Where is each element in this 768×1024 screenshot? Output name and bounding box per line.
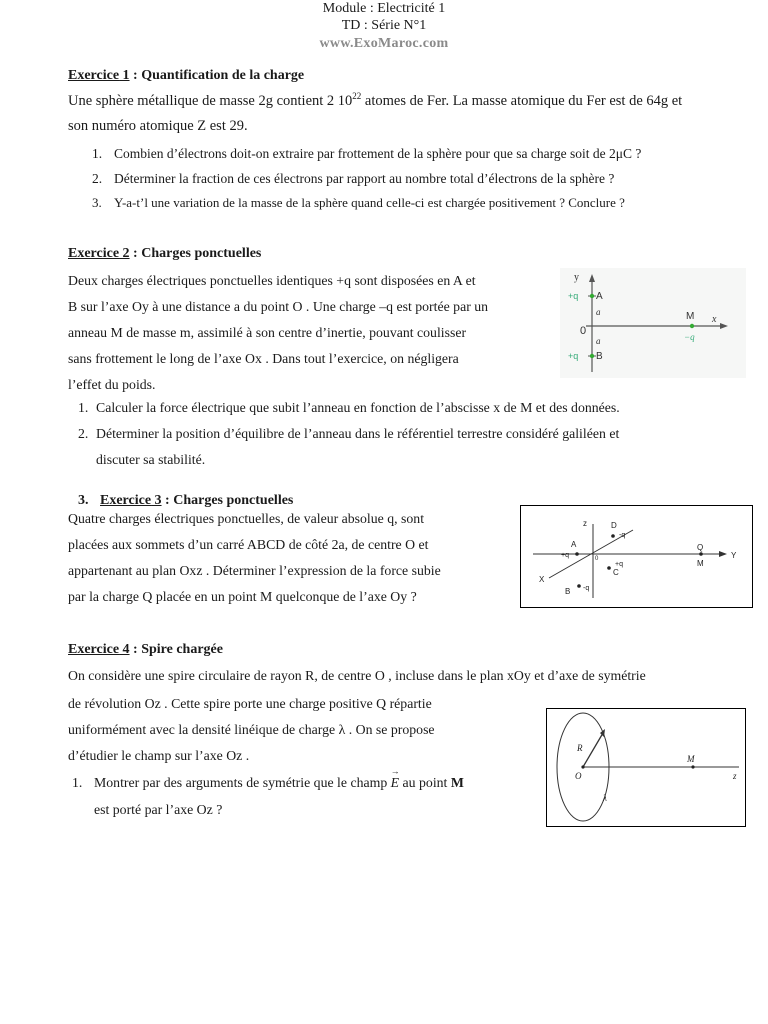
ex3-line-2: placées aux sommets d’un carré ABCD de côté 2a, de centre O et (68, 537, 429, 552)
ex4-line-2: de révolution Oz . Cette spire porte une charge positive Q répartie (68, 696, 432, 711)
ex3-line-1: Quatre charges électriques ponctuelles, de valeur absolue q, sont (68, 511, 425, 526)
ex2-label-x: x (712, 314, 717, 325)
ex1-exponent: 22 (352, 91, 362, 102)
ex3-number: 3. (78, 493, 89, 508)
ex3-label-a-charge: +q (561, 552, 569, 559)
module-title: Module : Electricité 1 (322, 1, 446, 16)
ex4-line-4: d’étudier le champ sur l’axe Oz . (68, 748, 250, 763)
ex2-line-2: B sur l’axe Oy à une distance a du point O . Une charge –q est portée par un (68, 299, 489, 314)
ex2-label-dist-b: a (596, 336, 601, 346)
ex4-question-1 (72, 766, 542, 791)
ex3-label-y: Y (731, 551, 737, 560)
ex2-q1-text: Calculer la force électrique que subit l’anneau en fonction de l’abscisse x de M et des données. (96, 400, 620, 415)
ex1-text-b: atomes de Fer. La masse atomique du Fer est de 64g et (361, 93, 683, 109)
ex3-figure (520, 505, 753, 608)
ex4-title-num: 4 (119, 642, 130, 657)
ex3-label-m: M (697, 559, 704, 568)
ex1-question-3 (92, 195, 625, 211)
ex3-label-x: X (539, 575, 545, 584)
ex2-title-rest: : Charges ponctuelles (129, 246, 262, 261)
ex1-title-num: 1 (119, 68, 130, 83)
ex1-q1-number: 1. (92, 146, 103, 161)
ex3-point-c (607, 566, 611, 570)
ex4-vector-e (390, 766, 400, 790)
ex2-question-2-cont: discuter sa stabilité. (96, 452, 206, 467)
ex2-statement (68, 268, 538, 398)
ex3-point-a (575, 552, 579, 556)
site-watermark: www.ExoMaroc.com (319, 36, 449, 51)
ex2-q2-number: 2. (78, 426, 89, 441)
ex2-label-plus-q-b: +q (568, 351, 579, 361)
ex4-q1-number: 1. (72, 775, 83, 790)
ex3-label-b-charge: -q (583, 585, 590, 592)
ex3-line-4: par la charge Q placée en un point M quelconque de l’axe Oy ? (68, 589, 417, 604)
ex4-label-r: R (577, 743, 583, 753)
ex2-label-dist-a: a (596, 307, 601, 317)
ex1-title-prefix: Exercice (68, 68, 120, 83)
ex4-title-prefix: Exercice (68, 642, 120, 657)
ex3-y-arrow (719, 551, 727, 557)
ex2-label-o: 0 (580, 325, 587, 337)
ex1-q3-text: Y-a-t’l une variation de la masse de la sphère quand celle-ci est chargée positivement ? Conclure ? (114, 195, 625, 210)
ex3-title-num: 3 (151, 493, 162, 508)
ex4-figure-svg (547, 709, 745, 826)
ex3-point-m (699, 552, 703, 556)
ex2-figure (560, 268, 746, 378)
ex3-title-rest: : Charges ponctuelles (161, 493, 294, 508)
ex4-label-o: O (575, 771, 582, 781)
ex2-line-3: anneau M de masse m, assimilé à son centre d’inertie, pouvant coulisser (68, 325, 467, 340)
ex3-label-d-charge: -q (619, 532, 626, 539)
ex1-statement-line2: son numéro atomique Z est 29. (68, 118, 248, 134)
ex2-label-minus-q: −q (684, 332, 695, 342)
ex2-label-a: A (596, 291, 603, 302)
ex2-q2-text: Déterminer la position d’équilibre de l’anneau dans le référentiel terrestre considéré galiléen et (96, 426, 620, 441)
ex4-label-z: z (733, 771, 737, 781)
ex4-title-rest: : Spire chargée (129, 642, 223, 657)
ex4-vector-e-letter: E (390, 775, 400, 790)
ex3-label-c-charge: +q (615, 561, 623, 568)
ex3-figure-svg (521, 506, 752, 607)
ex4-question-1-cont: est porté par l’axe Oz ? (94, 802, 223, 817)
ex1-q2-number: 2. (92, 171, 103, 186)
ex2-question-1 (78, 400, 728, 416)
ex2-title-prefix: Exercice (68, 246, 120, 261)
ex2-line-5: l’effet du poids. (68, 377, 156, 392)
ex2-label-m: M (686, 311, 695, 322)
ex3-statement (68, 506, 508, 610)
ex1-statement-line1 (68, 88, 728, 114)
ex3-label-c: C (613, 568, 619, 577)
ex4-statement (68, 691, 538, 769)
ex4-point-o (581, 765, 584, 768)
ex1-question-1 (92, 146, 641, 162)
ex3-label-b: B (565, 587, 571, 596)
ex2-label-plus-q-a: +q (568, 291, 579, 301)
ex3-label-a: A (571, 540, 577, 549)
ex4-figure (546, 708, 746, 827)
ex2-charge-b (590, 354, 594, 358)
ex4-point-m (691, 765, 694, 768)
ex1-q2-text: Déterminer la fraction de ces électrons par rapport au nombre total d’électrons de la sphère ? (114, 171, 615, 186)
ex1-q1-text: Combien d’électrons doit-on extraire par frottement de la sphère pour que sa charge soit de 2μC ? (114, 146, 642, 161)
ex4-title (68, 642, 223, 658)
ex4-q1-text-b: au point (399, 775, 451, 790)
ex4-label-m: M (687, 754, 695, 764)
ex3-label-z: z (583, 519, 587, 528)
ex3-title-prefix: Exercice (100, 493, 152, 508)
ex3-line-3: appartenant au plan Oxz . Déterminer l’expression de la force subie (68, 563, 441, 578)
ex2-x-arrow (720, 323, 728, 329)
ex3-label-q: Q (697, 543, 704, 552)
ex4-q1-text-a: Montrer par des arguments de symétrie que le champ (94, 775, 391, 790)
ex4-radius (583, 733, 603, 767)
ex3-label-o: 0 (595, 556, 599, 562)
ex2-line-1: Deux charges électriques ponctuelles identiques +q sont disposées en A et (68, 273, 476, 288)
ex2-charge-m (690, 324, 694, 328)
ex2-y-arrow (589, 274, 595, 282)
ex1-question-2 (92, 171, 614, 187)
ex4-label-lambda: λ (603, 793, 607, 803)
ex1-title-rest: : Quantification de la charge (129, 68, 305, 83)
ex2-question-2 (78, 426, 728, 442)
ex1-title (68, 68, 304, 84)
ex2-charge-a (590, 294, 594, 298)
ex3-point-d (611, 534, 615, 538)
ex2-line-4: sans frottement le long de l’axe Ox . Dans tout l’exercice, on négligera (68, 351, 459, 366)
ex4-q1-point-m: M (450, 775, 464, 790)
td-title: TD : Série N°1 (341, 18, 427, 33)
ex3-point-b (577, 584, 581, 588)
ex1-text-a: Une sphère métallique de masse 2g contient 2 10 (68, 93, 353, 109)
ex4-line-1: On considère une spire circulaire de rayon R, de centre O , incluse dans le plan xOy et d’axe de symétrie (68, 668, 646, 683)
ex2-label-b: B (596, 351, 603, 362)
ex4-vector-arrow-icon: → (390, 766, 400, 776)
ex2-q1-number: 1. (78, 400, 89, 415)
ex3-label-d: D (611, 521, 617, 530)
ex4-line-3: uniformément avec la densité linéique de charge λ . On se propose (68, 722, 435, 737)
ex2-title (68, 246, 261, 262)
ex1-q3-number: 3. (92, 195, 102, 210)
ex2-title-num: 2 (119, 246, 130, 261)
ex2-label-y: y (574, 272, 579, 283)
ex2-figure-svg (560, 268, 746, 378)
